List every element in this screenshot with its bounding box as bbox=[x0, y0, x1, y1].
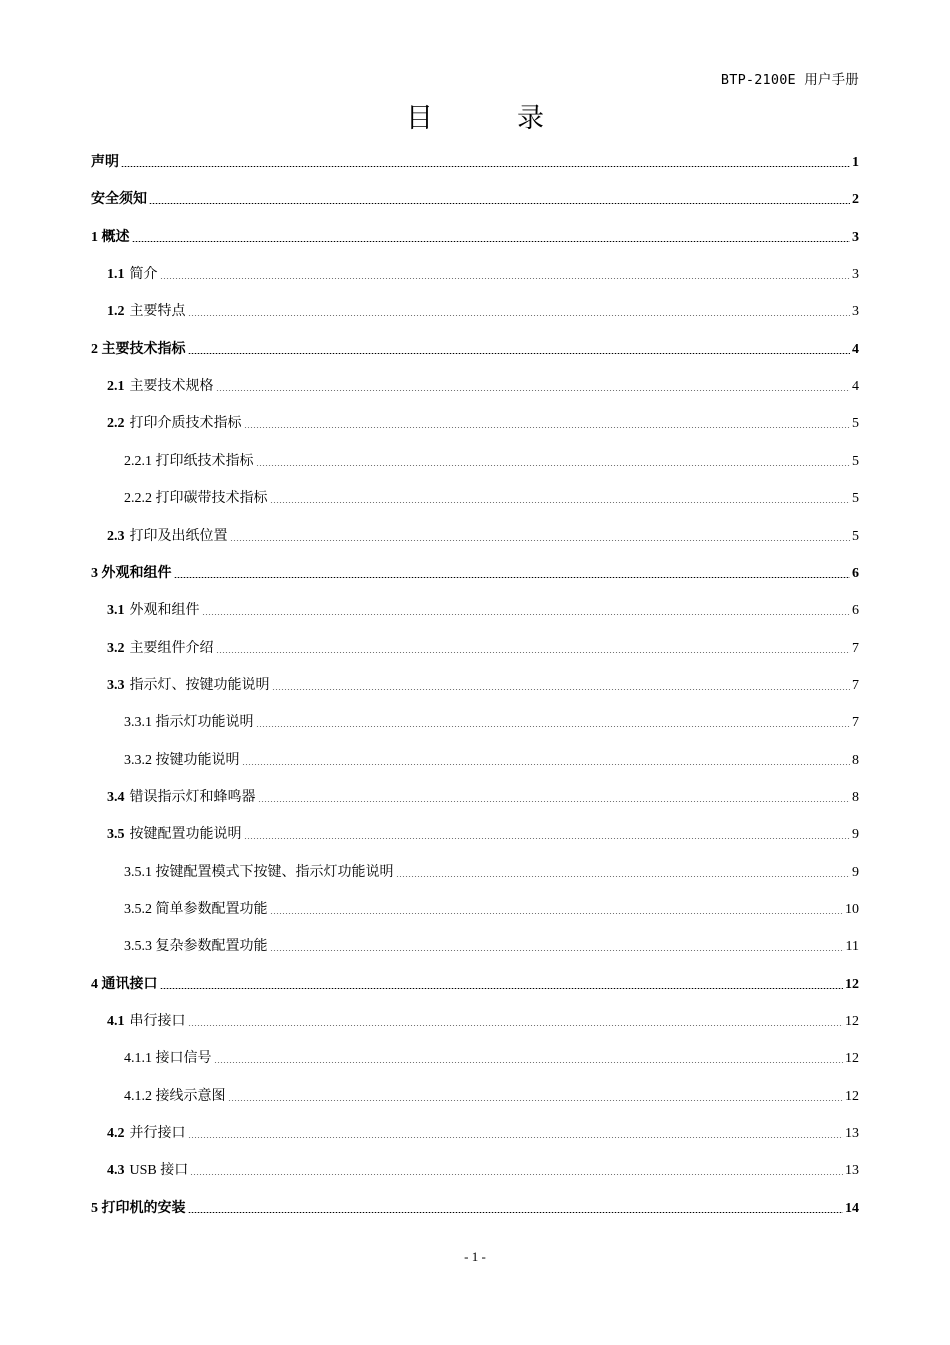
toc-entry-page: 7 bbox=[852, 715, 859, 731]
dot-leader bbox=[149, 203, 850, 204]
toc-entry[interactable] bbox=[91, 971, 859, 993]
toc-entry-number: 1.2 bbox=[107, 304, 125, 320]
toc-entry-number: 4.1 bbox=[107, 1014, 125, 1030]
dot-leader bbox=[214, 1062, 844, 1063]
toc-entry[interactable] bbox=[124, 747, 859, 769]
toc-entry-page: 7 bbox=[852, 640, 859, 656]
dot-leader bbox=[121, 166, 850, 167]
toc-entry-title bbox=[107, 300, 186, 320]
toc-entry-label: 主要组件介绍 bbox=[129, 640, 214, 656]
dot-leader bbox=[270, 502, 851, 503]
toc-entry-page: 12 bbox=[845, 976, 859, 992]
toc-entry-title: 3.5.3 复杂参数配置功能 bbox=[124, 939, 268, 955]
toc-entry-title bbox=[107, 674, 270, 694]
dot-leader bbox=[202, 614, 851, 615]
dot-leader bbox=[188, 315, 851, 316]
dot-leader bbox=[258, 801, 851, 802]
toc-entry-page: 12 bbox=[845, 1014, 859, 1030]
toc-entry[interactable] bbox=[107, 523, 859, 545]
toc-entry-label: 并行接口 bbox=[129, 1126, 186, 1142]
dot-leader bbox=[188, 1212, 844, 1213]
toc-entry-page: 5 bbox=[852, 416, 859, 432]
toc-entry-page: 4 bbox=[852, 379, 859, 395]
toc-entry-title: 3.3.1 指示灯功能说明 bbox=[124, 715, 254, 731]
toc-entry-title bbox=[107, 823, 242, 843]
toc-entry-label: 简介 bbox=[129, 267, 158, 283]
dot-leader bbox=[160, 988, 844, 989]
dot-leader bbox=[256, 465, 851, 466]
toc-entry-title: 3.5.1 按键配置模式下按键、指示灯功能说明 bbox=[124, 864, 394, 880]
toc-entry-page: 3 bbox=[852, 267, 859, 283]
dot-leader bbox=[132, 241, 851, 242]
toc-entry-label: 主要技术规格 bbox=[129, 379, 214, 395]
toc-entry-title bbox=[107, 375, 214, 395]
toc-entry[interactable] bbox=[91, 224, 859, 246]
toc-entry-title bbox=[107, 599, 200, 619]
dot-leader bbox=[230, 540, 851, 541]
toc-entry[interactable] bbox=[107, 672, 859, 694]
toc-entry-title bbox=[107, 1010, 186, 1030]
dot-leader bbox=[188, 353, 851, 354]
toc-entry[interactable] bbox=[107, 1008, 859, 1030]
toc-entry-title bbox=[107, 263, 158, 283]
toc-entry-number: 3.3 bbox=[107, 677, 125, 693]
dot-leader bbox=[244, 427, 851, 428]
toc-entry-page: 13 bbox=[845, 1126, 859, 1142]
toc-entry[interactable] bbox=[124, 448, 859, 470]
toc-entry-page: 8 bbox=[852, 752, 859, 768]
toc-entry-number: 2.3 bbox=[107, 528, 125, 544]
toc-entry-page: 8 bbox=[852, 789, 859, 805]
toc-entry-title: 声明 bbox=[91, 155, 119, 170]
toc-entry-page: 6 bbox=[852, 603, 859, 619]
toc-entry-label: 外观和组件 bbox=[129, 603, 200, 619]
dot-leader bbox=[216, 652, 851, 653]
toc-entry-page: 2 bbox=[852, 192, 859, 208]
toc-entry[interactable] bbox=[124, 709, 859, 731]
toc-entry[interactable] bbox=[107, 597, 859, 619]
toc-entry-title: 4 通讯接口 bbox=[91, 976, 158, 992]
toc-entry[interactable] bbox=[91, 336, 859, 358]
toc-entry[interactable] bbox=[107, 410, 859, 432]
toc-entry[interactable] bbox=[91, 1195, 859, 1217]
toc-entry-label: USB 接口 bbox=[129, 1163, 189, 1179]
toc-entry[interactable] bbox=[91, 149, 859, 171]
dot-leader bbox=[174, 577, 851, 578]
dot-leader bbox=[242, 764, 851, 765]
toc-title-char-1: 目 bbox=[406, 103, 433, 134]
toc-entry-page: 10 bbox=[845, 902, 859, 917]
toc-title bbox=[0, 96, 950, 135]
toc-entry[interactable] bbox=[107, 261, 859, 283]
toc-entry-number: 2.1 bbox=[107, 379, 125, 395]
toc-entry-title: 5 打印机的安装 bbox=[91, 1200, 186, 1216]
toc-entry-title: 4.1.2 接线示意图 bbox=[124, 1088, 226, 1104]
toc-entry-title: 3.3.2 按键功能说明 bbox=[124, 752, 240, 768]
toc-entry-page: 7 bbox=[852, 677, 859, 693]
toc-entry-title bbox=[107, 1159, 188, 1179]
dot-leader bbox=[216, 390, 851, 391]
toc-entry-number: 4.3 bbox=[107, 1163, 125, 1179]
toc-entry[interactable] bbox=[124, 933, 859, 955]
toc-entry-label: 串行接口 bbox=[129, 1014, 186, 1030]
toc-entry-page: 9 bbox=[852, 827, 859, 843]
toc-entry[interactable] bbox=[124, 859, 859, 881]
toc-entry[interactable] bbox=[91, 186, 859, 208]
dot-leader bbox=[160, 278, 851, 279]
toc-title-char-2: 录 bbox=[517, 103, 544, 134]
toc-entry[interactable] bbox=[107, 1157, 859, 1179]
dot-leader bbox=[270, 950, 844, 951]
toc-entry-title: 2.2.1 打印纸技术指标 bbox=[124, 453, 254, 469]
dot-leader bbox=[188, 1025, 844, 1026]
toc-entry[interactable] bbox=[124, 896, 859, 918]
toc-entry-page: 6 bbox=[852, 565, 859, 581]
toc-entry-number: 3.1 bbox=[107, 603, 125, 619]
toc-entry-title: 1 概述 bbox=[91, 229, 130, 245]
toc-entry[interactable] bbox=[107, 784, 859, 806]
toc-entry-page: 9 bbox=[852, 864, 859, 880]
toc-entry-title bbox=[107, 1122, 186, 1142]
toc-entry[interactable] bbox=[107, 821, 859, 843]
toc-entry-page: 12 bbox=[845, 1088, 859, 1104]
toc-entry-number: 3.2 bbox=[107, 640, 125, 656]
toc-entry[interactable] bbox=[107, 298, 859, 320]
toc-entry-title: 2 主要技术指标 bbox=[91, 341, 186, 357]
page-number: - 1 - bbox=[464, 1249, 486, 1264]
toc-entry-page: 5 bbox=[852, 528, 859, 544]
toc-entry-page: 14 bbox=[845, 1200, 859, 1216]
dot-leader bbox=[256, 726, 851, 727]
toc-entry[interactable] bbox=[124, 1045, 859, 1067]
toc-entry-page: 1 bbox=[852, 155, 859, 170]
toc-entry-label: 指示灯、按键功能说明 bbox=[129, 677, 270, 693]
toc-entry[interactable] bbox=[107, 1120, 859, 1142]
toc-entry-label: 主要特点 bbox=[129, 304, 186, 320]
toc-entry-title bbox=[107, 525, 228, 545]
toc-entry-page: 5 bbox=[852, 453, 859, 469]
toc-entry-number: 4.2 bbox=[107, 1126, 125, 1142]
toc-entry-page: 4 bbox=[852, 341, 859, 357]
toc-entry-label: 打印及出纸位置 bbox=[129, 528, 228, 544]
toc-entry-title: 3 外观和组件 bbox=[91, 565, 172, 581]
toc-entry-page: 12 bbox=[845, 1051, 859, 1067]
toc-entry-title: 3.5.2 简单参数配置功能 bbox=[124, 902, 268, 917]
toc-entry-page: 3 bbox=[852, 304, 859, 320]
toc-entry-page: 13 bbox=[845, 1163, 859, 1179]
toc-entry-label: 错误指示灯和蜂鸣器 bbox=[129, 789, 256, 805]
toc-entry-label: 打印介质技术指标 bbox=[129, 416, 242, 432]
toc-entry-page: 3 bbox=[852, 229, 859, 245]
toc-entry-title bbox=[107, 637, 214, 657]
dot-leader bbox=[270, 913, 844, 914]
toc-entry[interactable] bbox=[107, 635, 859, 657]
dot-leader bbox=[272, 689, 851, 690]
toc-entry[interactable] bbox=[107, 373, 859, 395]
toc-entry[interactable] bbox=[124, 1083, 859, 1105]
dot-leader bbox=[190, 1174, 843, 1175]
toc-entry-title: 4.1.1 接口信号 bbox=[124, 1051, 212, 1067]
toc-entry-number: 3.5 bbox=[107, 827, 125, 843]
dot-leader bbox=[228, 1100, 844, 1101]
toc-entry-title bbox=[107, 412, 242, 432]
toc-entry[interactable] bbox=[91, 560, 859, 582]
toc-entry-page: 11 bbox=[845, 939, 859, 955]
toc-entry[interactable] bbox=[124, 485, 859, 507]
dot-leader bbox=[188, 1137, 844, 1138]
toc-entry-label: 按键配置功能说明 bbox=[129, 827, 242, 843]
dot-leader bbox=[396, 876, 851, 877]
document-header: BTP-2100E 用户手册 bbox=[720, 72, 859, 88]
toc-entry-number: 1.1 bbox=[107, 267, 125, 283]
toc-entry-number: 3.4 bbox=[107, 789, 125, 805]
toc-entry-number: 2.2 bbox=[107, 416, 125, 432]
dot-leader bbox=[244, 838, 851, 839]
toc-entry-title bbox=[107, 786, 256, 806]
toc-entry-title: 2.2.2 打印碳带技术指标 bbox=[124, 491, 268, 507]
toc-entry-page: 5 bbox=[852, 491, 859, 507]
toc-entry-title: 安全须知 bbox=[91, 192, 147, 208]
